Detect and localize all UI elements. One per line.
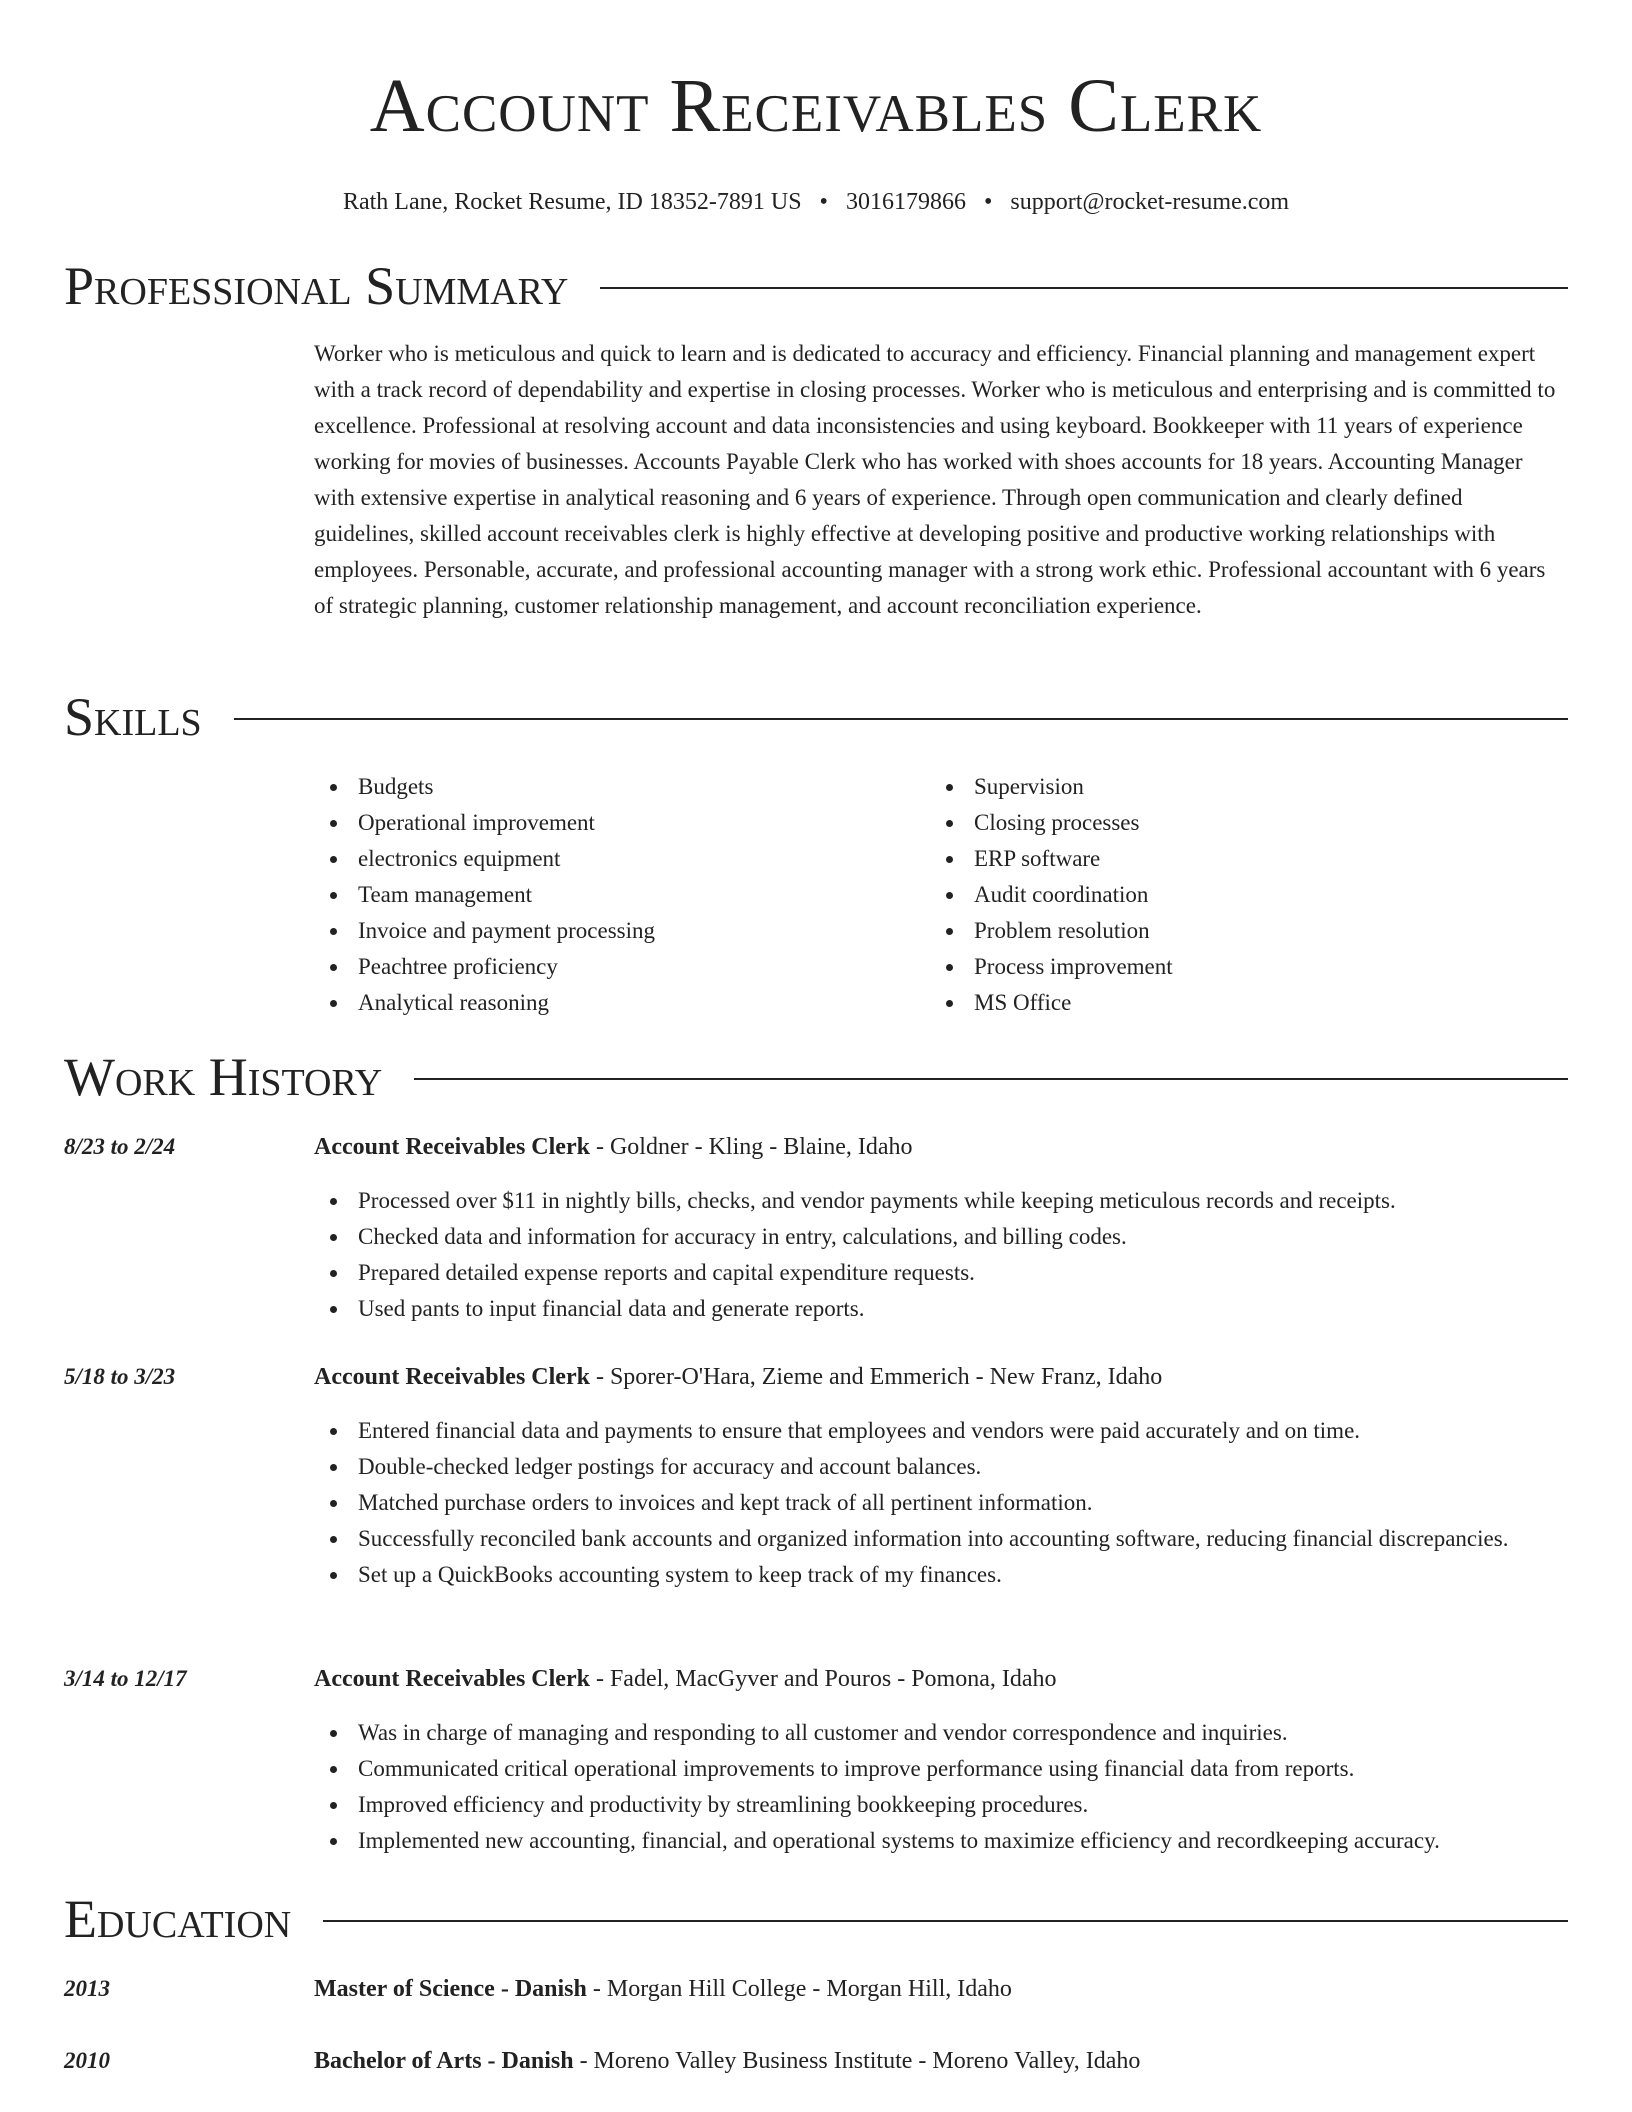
section-divider [600,287,1568,289]
section-title: Work History [64,1047,383,1107]
job-entry [64,1359,1568,1593]
job-heading [314,1661,1568,1697]
section-divider [414,1078,1568,1080]
job-title: Account Receivables Clerk [314,1134,590,1160]
education-school: - Moreno Valley Business Institute - Moreno Valley, Idaho [573,2048,1141,2074]
job-title: Account Receivables Clerk [314,1364,590,1390]
skill-item: Audit coordination [930,877,1546,913]
job-dates: 3/14 to 12/17 [64,1666,187,1691]
job-heading [314,1129,1568,1165]
education-year: 2010 [64,2048,110,2073]
education-degree: Master of Science - Danish [314,1976,587,2002]
skills-column-right [930,769,1546,1021]
skill-item: Team management [314,877,930,913]
job-employer: - Sporer-O'Hara, Zieme and Emmerich - New Franz, Idaho [589,1364,1163,1390]
job-content [314,1129,1568,1327]
skill-item: Budgets [314,769,930,805]
job-bullet: Entered financial data and payments to ensure that employees and vendors were paid accurately and on time. [314,1413,1568,1449]
job-bullet: Implemented new accounting, financial, and operational systems to maximize efficiency and recordkeeping accuracy. [314,1823,1568,1859]
education-entry [64,2043,1568,2079]
summary-section-header [64,256,1568,316]
contact-separator: • [983,189,993,215]
job-bullet: Prepared detailed expense reports and capital expenditure requests. [314,1255,1568,1291]
job-bullets [314,1413,1568,1593]
education-school: - Morgan Hill College - Morgan Hill, Idaho [586,1976,1012,2002]
job-employer: - Goldner - Kling - Blaine, Idaho [589,1134,913,1160]
education-details [314,1971,1012,2007]
contact-phone: 3016179866 [845,189,966,215]
education-degree: Bachelor of Arts - Danish [314,2048,574,2074]
job-heading [314,1359,1568,1395]
job-content [314,1661,1568,1859]
job-entry [64,1661,1568,1859]
section-title: Skills [64,687,202,747]
education-entry [64,1971,1568,2007]
education-section-header [64,1889,1568,1949]
skills-section-header [64,687,1568,747]
job-bullet: Used pants to input financial data and generate reports. [314,1291,1568,1327]
job-bullet: Checked data and information for accuracy in entry, calculations, and billing codes. [314,1219,1568,1255]
work-section-header [64,1047,1568,1107]
contact-email: support@rocket-resume.com [1010,189,1290,215]
skill-item: Analytical reasoning [314,985,930,1021]
skills-column-left [314,769,930,1021]
education-year: 2013 [64,1976,110,2001]
contact-separator: • [819,189,828,215]
section-divider [323,1920,1568,1922]
job-employer: - Fadel, MacGyver and Pouros - Pomona, Idaho [589,1666,1057,1692]
job-bullets [314,1715,1568,1859]
job-bullet: Matched purchase orders to invoices and kept track of all pertinent information. [314,1485,1568,1521]
skill-item: MS Office [930,985,1546,1021]
candidate-name: Account Receivables Clerk [369,64,1263,148]
job-bullet: Set up a QuickBooks accounting system to keep track of my finances. [314,1557,1568,1593]
job-bullets [314,1183,1568,1327]
skill-item: Problem resolution [930,913,1546,949]
resume-page [64,0,1568,2074]
section-title: Education [64,1889,292,1949]
job-entry [64,1129,1568,1327]
skill-item: Invoice and payment processing [314,913,930,949]
job-bullet: Improved efficiency and productivity by streamlining bookkeeping procedures. [314,1787,1568,1823]
job-bullet: Was in charge of managing and responding to all customer and vendor correspondence and inquiries. [314,1715,1568,1751]
skill-item: Supervision [930,769,1546,805]
skill-item: ERP software [930,841,1546,877]
skills-list [314,769,1568,1021]
job-bullet: Double-checked ledger postings for accuracy and account balances. [314,1449,1568,1485]
summary-text: Worker who is meticulous and quick to learn and is dedicated to accuracy and efficiency. Financial planning and management expert with a track record of dependability and expertise in closing processes. Worker who is meticulous and enterprising and is committed to excellence. Professional at resolving account and data inconsistencies and using keyboard. Bookkeeper with 11 years of experience working for movies of businesses. Accounts Payable Clerk who has worked with shoes accounts for 18 years. Accounting Manager with extensive expertise in analytical reasoning and 6 years of experience. Through open communication and clearly defined guidelines, skilled account receivables clerk is highly effective at developing positive and productive working relationships with employees. Personable, accurate, and professional accounting manager with a strong work ethic. Professional accountant with 6 years of strategic planning, customer relationship management, and account reconciliation experience. [314,341,1556,618]
section-title: Professional Summary [64,256,569,316]
job-dates: 5/18 to 3/23 [64,1364,176,1389]
resume-header [64,0,1568,218]
skill-item: Process improvement [930,949,1546,985]
job-content [314,1359,1568,1593]
job-bullet: Communicated critical operational improvements to improve performance using financial data from reports. [314,1751,1568,1787]
skill-item: Operational improvement [314,805,930,841]
section-divider [234,718,1568,720]
job-title: Account Receivables Clerk [314,1666,590,1692]
skill-item: Closing processes [930,805,1546,841]
job-bullet: Processed over $11 in nightly bills, checks, and vendor payments while keeping meticulous records and receipts. [314,1183,1568,1219]
education-details [314,2043,1140,2079]
job-bullet: Successfully reconciled bank accounts and organized information into accounting software, reducing financial discrepancies. [314,1521,1568,1557]
contact-address: Rath Lane, Rocket Resume, ID 18352-7891 US [342,189,802,215]
skill-item: Peachtree proficiency [314,949,930,985]
skill-item: electronics equipment [314,841,930,877]
contact-line [64,186,1568,218]
job-dates: 8/23 to 2/24 [64,1134,176,1159]
